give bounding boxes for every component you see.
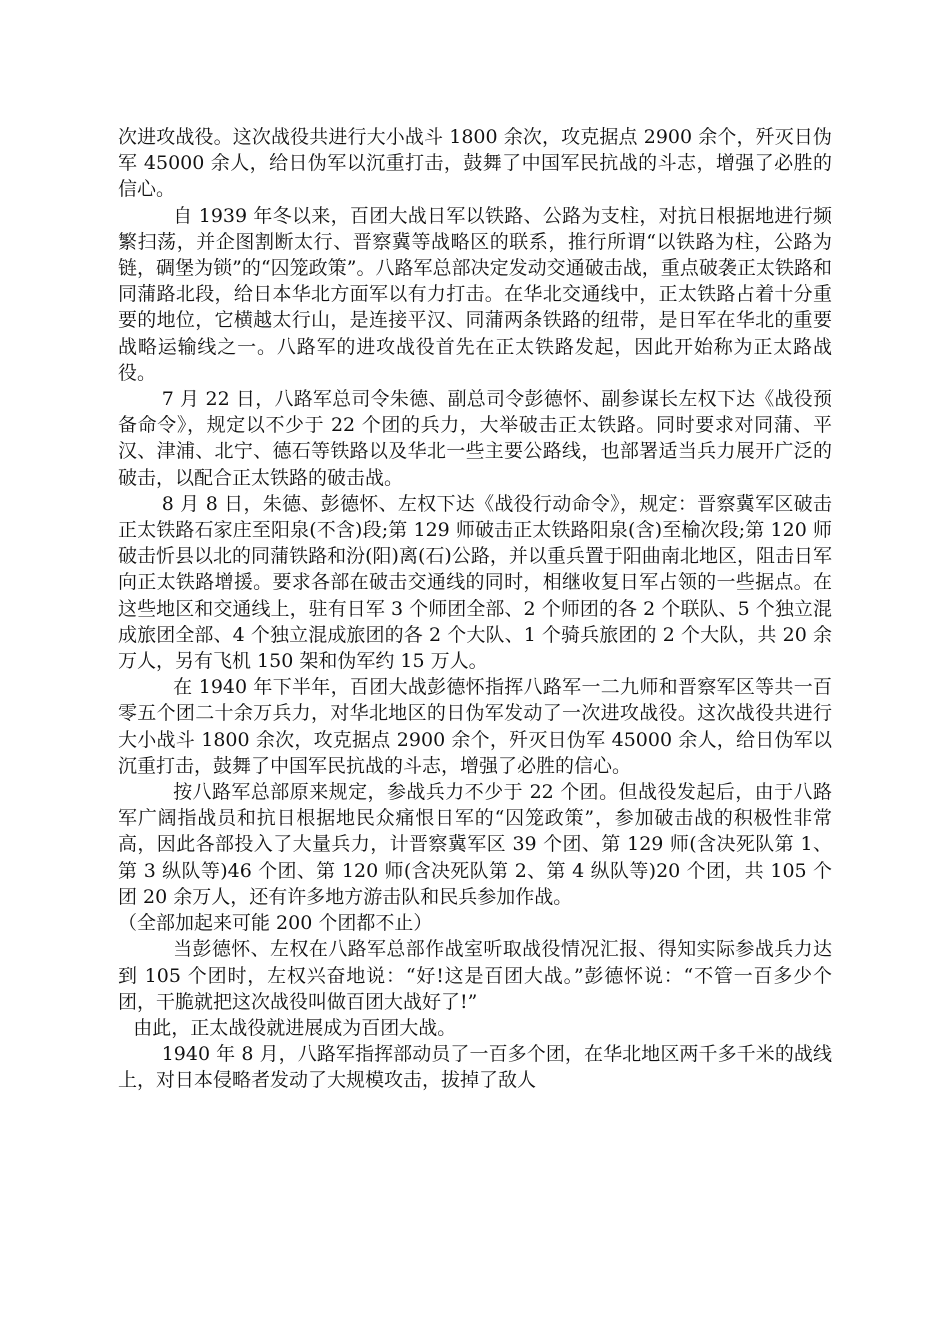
- paragraph-9: 由此，正太战役就进展成为百团大战。: [133, 1016, 457, 1039]
- paragraph-2: 自 1939 年冬以来，百团大战日军以铁路、公路为支柱，对抗日根据地进行频繁扫荡，并企图割断太行、晋察冀等战略区的联系，推行所谓“以铁路为柱，公路为链，碉堡为锁”的“囚笼政策”。八路军总部决定发动交通破击战，重点破袭正太铁路和同蒲路北段，给日本华北方面军以有力打击。在华北交通线中，正太铁路占着十分重要的地位，它横越太行山，是连接平汉、同蒲两条铁路的纽带，是日军在华北的重要战略运输线之一。八路军的进攻战役首先在正太铁路发起，因此开始称为正太路战役。: [118, 204, 832, 384]
- paragraph-3: 7 月 22 日，八路军总司令朱德、副总司令彭德怀、副参谋长左权下达《战役预备命令》，规定以不少于 22 个团的兵力，大举破击正太铁路。同时要求对同蒲、平汉、津浦、北宁、德石等铁路以及华北一些主要公路线，也部署适当兵力展开广泛的破击，以配合正太铁路的破击战。: [118, 388, 832, 489]
- paragraph-10: 1940 年 8 月，八路军指挥部动员了一百多个团，在华北地区两千多千米的战线上，对日本侵略者发动了大规模攻击，拔掉了敌人: [118, 1043, 832, 1092]
- paragraph-8: 当彭德怀、左权在八路军总部作战室听取战役情况汇报、得知实际参战兵力达到 105 个团时，左权兴奋地说：“好!这是百团大战。”彭德怀说：“不管一百多少个团，干脆就把这次战役叫做百团大战好了!”: [118, 938, 832, 1013]
- paragraph-5: 在 1940 年下半年，百团大战彭德怀指挥八路军一二九师和晋察军区等共一百零五个团二十余万兵力，对华北地区的日伪军发动了一次进攻战役。这次战役共进行大小战斗 1800 余次，攻克据点 2900 余个，歼灭日伪军 45000 余人，给日伪军以沉重打击，鼓舞了中国军民抗战的斗志，增强了必胜的信心。: [118, 676, 832, 777]
- document-body: [118, 124, 832, 1094]
- paragraph-4: 8 月 8 日，朱德、彭德怀、左权下达《战役行动命令》，规定：晋察冀军区破击正太铁路石家庄至阳泉(不含)段;第 129 师破击正太铁路阳泉(含)至榆次段;第 120 师破击忻县以北的同蒲铁路和汾(阳)离(石)公路，并以重兵置于阳曲南北地区，阻击日军向正太铁路增援。要求各部在破击交通线的同时，相继收复日军占领的一些据点。在这些地区和交通线上，驻有日军 3 个师团全部、2 个师团的各 2 个联队、5 个独立混成旅团全部、4 个独立混成旅团的各 2 个大队、1 个骑兵旅团的 2 个大队，共 20 余万人，另有飞机 150 架和伪军约 15 万人。: [118, 492, 832, 673]
- paragraph-7-note: （全部加起来可能 200 个团都不止）: [118, 912, 433, 935]
- paragraph-1: 次进攻战役。这次战役共进行大小战斗 1800 余次，攻克据点 2900 余个，歼灭日伪军 45000 余人，给日伪军以沉重打击，鼓舞了中国军民抗战的斗志，增强了必胜的信心。: [118, 126, 832, 201]
- paragraph-6: 按八路军总部原来规定，参战兵力不少于 22 个团。但战役发起后，由于八路军广阔指战员和抗日根据地民众痛恨日军的“囚笼政策”，参加破击战的积极性非常高，因此各部投入了大量兵力，计晋察冀军区 39 个团、第 129 师(含决死队第 1、第 3 纵队等)46 个团、第 120 师(含决死队第 2、第 4 纵队等)20 个团，共 105 个团 20 余万人，还有许多地方游击队和民兵参加作战。: [118, 781, 832, 908]
